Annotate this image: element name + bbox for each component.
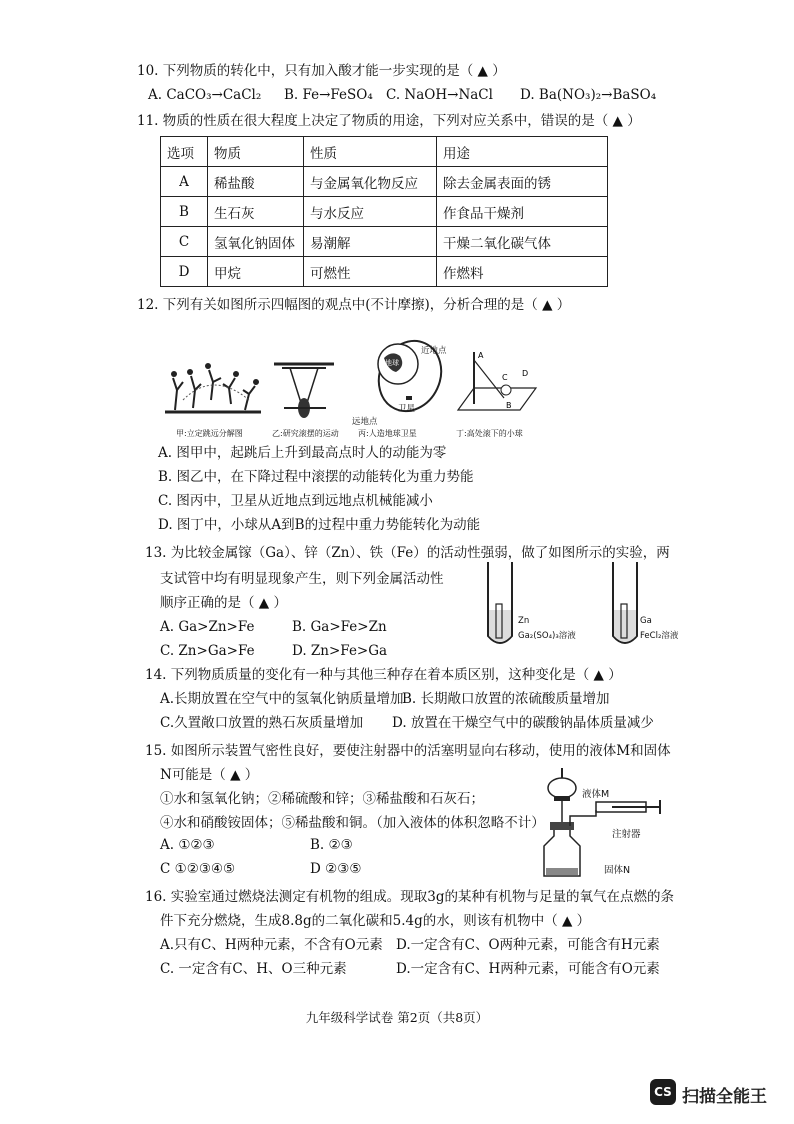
q13-option-d: D. Zn>Fe>Ga bbox=[292, 643, 388, 659]
svg-text:D: D bbox=[522, 369, 529, 378]
table-cell: 可燃性 bbox=[304, 257, 437, 287]
q16-option-c: C. 一定含有C、H、O三种元素 bbox=[160, 961, 347, 977]
table-cell: 易潮解 bbox=[304, 227, 437, 257]
table-row bbox=[161, 227, 608, 257]
q10-option-b: B. Fe→FeSO₄ bbox=[284, 87, 373, 103]
table-cell: 与水反应 bbox=[304, 197, 437, 227]
q15-option-d: D ②③⑤ bbox=[310, 861, 362, 877]
q12-option-d: D. 图丁中，小球从A到B的过程中重力势能转化为动能 bbox=[158, 517, 481, 533]
q12-option-c: C. 图丙中，卫星从近地点到远地点机械能减小 bbox=[158, 493, 433, 509]
q15-line1: ①水和氢氧化钠；②稀硫酸和锌；③稀盐酸和石灰石； bbox=[160, 791, 484, 807]
fig-caption-ding: 丁:高处滚下的小球 bbox=[456, 429, 523, 438]
q13-stem-line2: 支试管中均有明显现象产生，则下列金属活动性 bbox=[160, 571, 444, 587]
q14-option-b: B. 长期敞口放置的浓硫酸质量增加 bbox=[402, 691, 610, 707]
label-syringe: 注射器 bbox=[612, 829, 641, 840]
q15-stem-line1: 15. 如图所示装置气密性良好，要使注射器中的活塞明显向右移动，使用的液体M和固体 bbox=[145, 743, 671, 759]
page-footer: 九年级科学试卷 第2页（共8页） bbox=[305, 1010, 489, 1025]
table-cell: 甲烷 bbox=[208, 257, 304, 287]
svg-text:B: B bbox=[506, 401, 512, 410]
q10-stem: 10. 下列物质的转化中，只有加入酸才能一步实现的是（ ▲ ） bbox=[137, 63, 506, 79]
q16-option-a: A.只有C、H两种元素，不含有O元素 bbox=[160, 937, 383, 953]
tube1-metal-label: Zn bbox=[518, 616, 530, 626]
svg-text:A: A bbox=[478, 351, 484, 360]
tube1-solution-label: Ga₂(SO₄)₃溶液 bbox=[518, 631, 576, 641]
table-cell: 氢氧化钠固体 bbox=[208, 227, 304, 257]
q15-option-a: A. ①②③ bbox=[160, 837, 215, 853]
q13-option-a: A. Ga>Zn>Fe bbox=[160, 619, 255, 635]
q15-stem-line2: N可能是（ ▲ ） bbox=[160, 767, 259, 783]
fig-caption-yi: 乙:研究滚摆的运动 bbox=[272, 429, 339, 438]
q16-stem-line2: 件下充分燃烧，生成8.8g的二氧化碳和5.4g的水，则该有机物中（ ▲ ） bbox=[160, 913, 591, 929]
q15-line2: ④水和硝酸铵固体；⑤稀盐酸和铜。（加入液体的体积忽略不计） bbox=[160, 815, 545, 831]
q12-stem: 12. 下列有关如图所示四幅图的观点中(不计摩擦)，分析合理的是（ ▲ ） bbox=[137, 297, 571, 313]
table-cell: 与金属氧化物反应 bbox=[304, 167, 437, 197]
table-cell: 干燥二氧化碳气体 bbox=[437, 227, 608, 257]
table-cell: 作食品干燥剂 bbox=[437, 197, 608, 227]
table-cell: B bbox=[161, 197, 208, 227]
table-cell: C bbox=[161, 227, 208, 257]
test-tube-2 bbox=[605, 560, 645, 650]
q13-stem-line1: 13. 为比较金属镓（Ga）、锌（Zn）、铁（Fe）的活动性强弱，做了如图所示的实验，两 bbox=[145, 545, 670, 561]
q10-option-a: A. CaCO₃→CaCl₂ bbox=[148, 87, 262, 103]
q14-option-c: C.久置敞口放置的熟石灰质量增加 bbox=[160, 715, 364, 731]
tube2-solution-label: FeCl₂溶液 bbox=[640, 631, 679, 641]
q16-stem-line1: 16. 实验室通过燃烧法测定有机物的组成。现取3g的某种有机物与足量的氧气在点燃的条 bbox=[145, 889, 674, 905]
q11-table bbox=[160, 136, 608, 287]
label-satellite: 卫星 bbox=[398, 404, 416, 414]
q15-option-b: B. ②③ bbox=[310, 837, 353, 853]
q11-stem: 11. 物质的性质在很大程度上决定了物质的用途，下列对应关系中，错误的是（ ▲ ） bbox=[137, 113, 641, 129]
q13-stem-line3: 顺序正确的是（ ▲ ） bbox=[160, 595, 287, 611]
q16-option-d: D.一定含有C、H两种元素，可能含有O元素 bbox=[396, 961, 660, 977]
table-header-cell: 用途 bbox=[437, 137, 608, 167]
q13-option-c: C. Zn>Ga>Fe bbox=[160, 643, 255, 659]
table-cell: 生石灰 bbox=[208, 197, 304, 227]
test-tube-1 bbox=[480, 560, 520, 650]
flask-syringe-apparatus bbox=[536, 766, 664, 880]
table-header-cell: 性质 bbox=[304, 137, 437, 167]
q13-option-b: B. Ga>Fe>Zn bbox=[292, 619, 387, 635]
table-cell: D bbox=[161, 257, 208, 287]
table-cell: A bbox=[161, 167, 208, 197]
q12-option-b: B. 图乙中，在下降过程中滚摆的动能转化为重力势能 bbox=[158, 469, 474, 485]
camscanner-logo-icon: CS bbox=[650, 1079, 676, 1105]
table-cell: 稀盐酸 bbox=[208, 167, 304, 197]
label-near-point: 近地点 bbox=[421, 346, 447, 356]
maxwell-wheel-figure bbox=[270, 358, 338, 422]
label-solid-n: 固体N bbox=[604, 865, 631, 876]
q14-stem: 14. 下列物质质量的变化有一种与其他三种存在着本质区别，这种变化是（ ▲ ） bbox=[145, 667, 622, 683]
label-earth: 地球 bbox=[385, 359, 399, 367]
camscanner-watermark-text: 扫描全能王 bbox=[682, 1087, 767, 1107]
table-row bbox=[161, 257, 608, 287]
table-row bbox=[161, 197, 608, 227]
table-header-cell: 物质 bbox=[208, 137, 304, 167]
q15-option-c: C ①②③④⑤ bbox=[160, 861, 236, 877]
table-row bbox=[161, 167, 608, 197]
q14-option-d: D. 放置在干燥空气中的碳酸钠晶体质量减少 bbox=[392, 715, 654, 731]
fig-caption-jia: 甲:立定跳远分解图 bbox=[176, 429, 243, 438]
q12-option-a: A. 图甲中，起跳后上升到最高点时人的动能为零 bbox=[158, 445, 447, 461]
label-liquid-m: 液体M bbox=[582, 789, 610, 800]
q10-option-c: C. NaOH→NaCl bbox=[386, 87, 493, 103]
long-jump-figure bbox=[163, 360, 263, 422]
table-cell: 作燃料 bbox=[437, 257, 608, 287]
q14-option-a: A.长期放置在空气中的氢氧化钠质量增加 bbox=[160, 691, 404, 707]
rolling-ball-figure bbox=[448, 348, 540, 412]
q16-option-b: D.一定含有C、O两种元素，可能含有H元素 bbox=[396, 937, 660, 953]
tube2-metal-label: Ga bbox=[640, 616, 652, 626]
table-header-cell: 选项 bbox=[161, 137, 208, 167]
table-header-row bbox=[161, 137, 608, 167]
fig-caption-bing: 丙:人造地球卫星 bbox=[358, 429, 417, 438]
q10-option-d: D. Ba(NO₃)₂→BaSO₄ bbox=[520, 87, 657, 103]
svg-text:C: C bbox=[502, 373, 508, 382]
label-far-point: 远地点 bbox=[352, 417, 378, 427]
table-cell: 除去金属表面的锈 bbox=[437, 167, 608, 197]
